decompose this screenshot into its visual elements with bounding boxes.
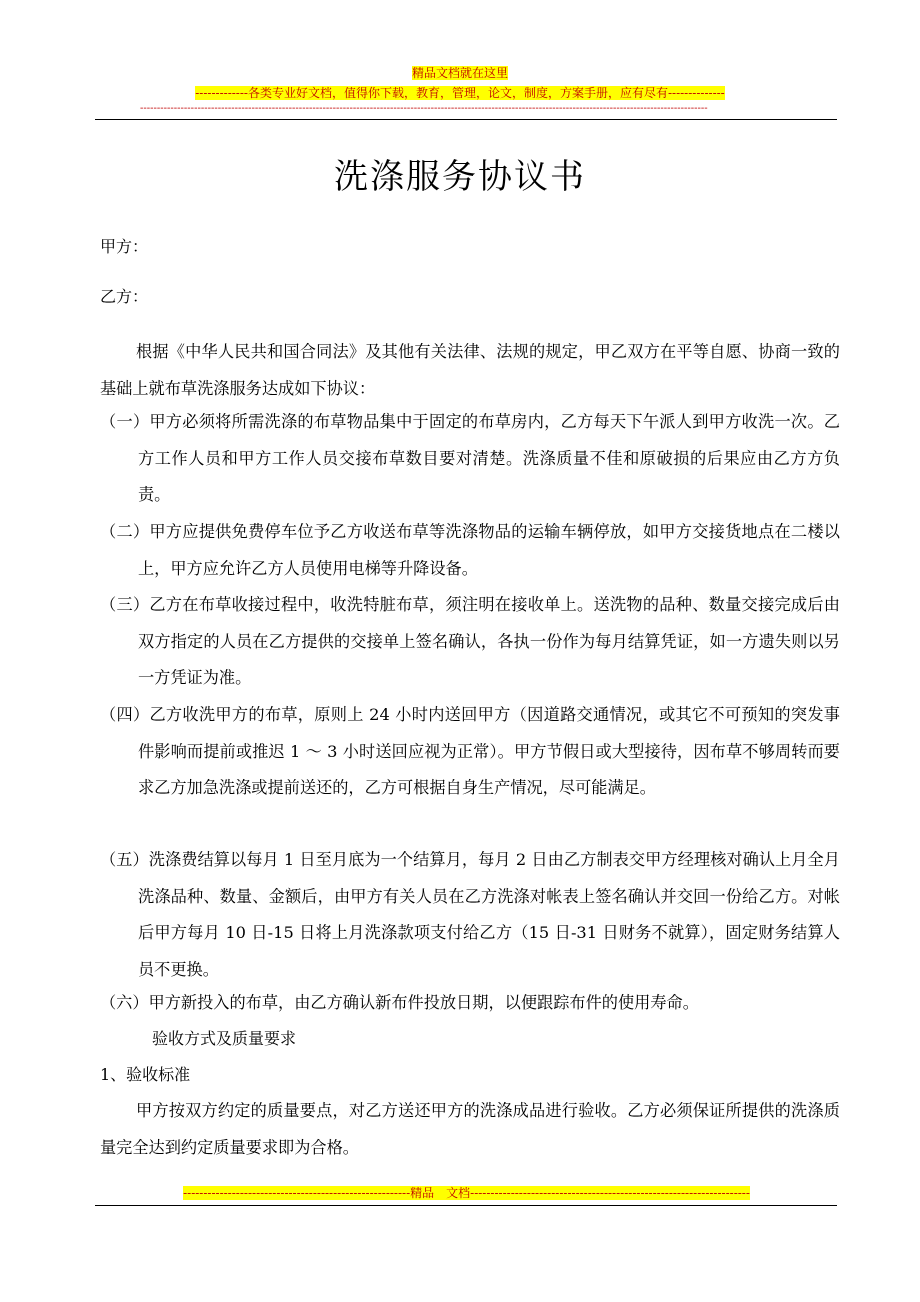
party-a-label: 甲方： [100,237,149,256]
footer-highlight-text: --------------------------------------------------------精品 文档--------------------------------------------------------------------- [183,1186,750,1200]
clause-6: （六）甲方新投入的布草，由乙方确认新布件投放日期，以便跟踪布件的使用寿命。 [100,993,699,1012]
footer-rule [95,1205,837,1206]
party-b-label: 乙方： [100,287,149,306]
sub-paragraph: 甲方按双方约定的质量要点，对乙方送还甲方的洗涤成品进行验收。乙方必须保证所提供的洗涤质量完全达到约定质量要求即为合格。 [100,1101,840,1157]
clause-2: （二）甲方应提供免费停车位予乙方收送布草等洗涤物品的运输车辆停放，如甲方交接货地点在二楼以上，甲方应允许乙方人员使用电梯等升降设备。 [100,522,840,578]
clause-1: （一）甲方必须将所需洗涤的布草物品集中于固定的布草房内，乙方每天下午派人到甲方收洗一次。乙方工作人员和甲方工作人员交接布草数目要对清楚。洗涤质量不佳和原破损的后果应由乙方方负责。 [100,412,840,504]
document-title: 洗涤服务协议书 [334,157,586,197]
header-highlight-text: 精品文档就在这里 [411,66,508,80]
header-rule [95,119,837,120]
section-heading: 验收方式及质量要求 [152,1029,297,1048]
sub-heading: 1、验收标准 [100,1065,191,1084]
clause-3: （三）乙方在布草收接过程中，收洗特脏布草，须注明在接收单上。送洗物的品种、数量交接完成后由双方指定的人员在乙方提供的交接单上签名确认，各执一份作为每月结算凭证，如一方遗失则以另一方凭证为准。 [100,595,840,687]
header-dash-line: ------------------------------------------------------------------------------------------------------------------------------------------------------------------------ [140,103,708,114]
clause-5: （五）洗涤费结算以每月 1 日至月底为一个结算月，每月 2 日由乙方制表交甲方经理核对确认上月全月洗涤品种、数量、金额后，由甲方有关人员在乙方洗涤对帐表上签名确认并交回一份给乙方。对帐后甲方每月 10 日-15 日将上月洗涤款项支付给乙方（15 日-31 日财务不就算），固定财务结算人员不更换。 [100,850,840,979]
header-banner-line1 [0,65,920,81]
header-banner-line2 [0,85,920,101]
footer-banner [140,1185,793,1201]
header-highlight-text: -------------各类专业好文档，值得你下载，教育，管理，论文，制度，方案手册，应有尽有-------------- [195,86,725,100]
intro-paragraph: 根据《中华人民共和国合同法》及其他有关法律、法规的规定，甲乙双方在平等自愿、协商一致的基础上就布草洗涤服务达成如下协议： [100,342,840,398]
clause-4: （四）乙方收洗甲方的布草，原则上 24 小时内送回甲方（因道路交通情况，或其它不可预知的突发事件影响而提前或推迟 1 ～ 3 小时送回应视为正常）。甲方节假日或大型接待，因布草不够周转而要求乙方加急洗涤或提前送还的，乙方可根据自身生产情况，尽可能满足。 [100,705,840,797]
